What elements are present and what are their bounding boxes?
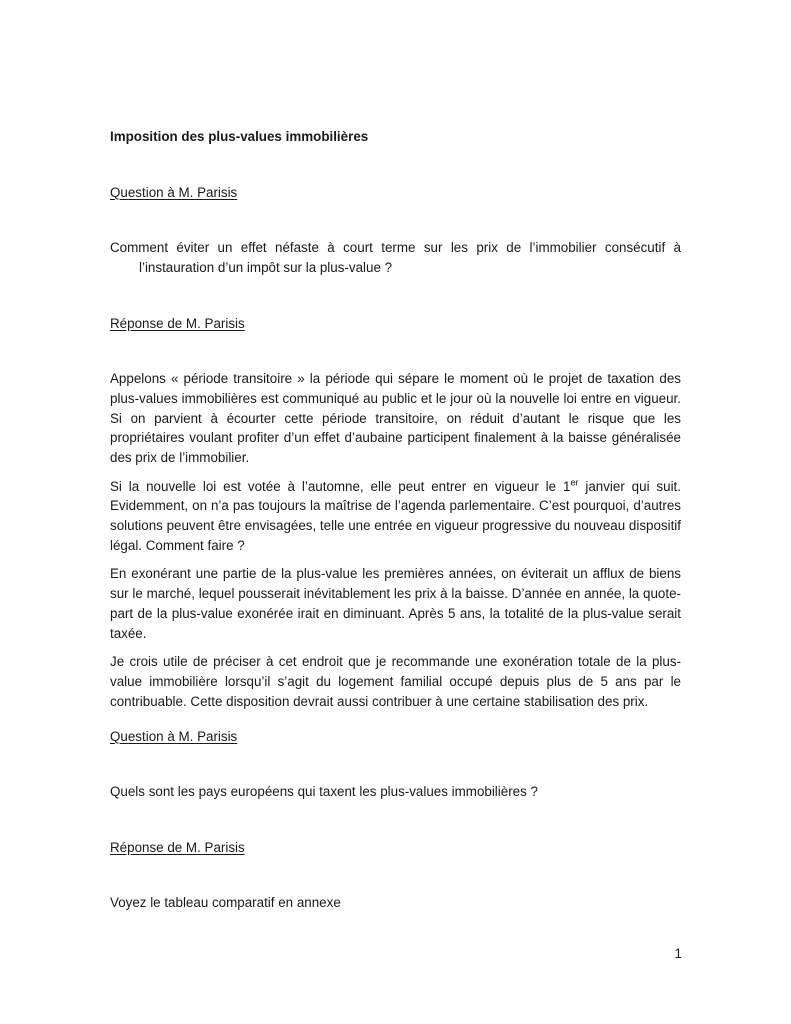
paragraph-2-text-start: Si la nouvelle loi est votée à l’automne, elle peut entrer en vigueur le 1 — [110, 478, 571, 494]
response-2-heading: Réponse de M. Parisis — [110, 840, 245, 855]
response-1-paragraph-2 — [110, 477, 681, 556]
response-2-text: Voyez le tableau comparatif en annexe — [110, 895, 341, 910]
ordinal-superscript: er — [570, 477, 579, 488]
response-1-body — [110, 369, 681, 720]
page-number: 1 — [674, 946, 682, 961]
response-1-heading: Réponse de M. Parisis — [110, 316, 245, 331]
response-1-paragraph-3: En exonérant une partie de la plus-value les premières années, on éviterait un afflux de biens sur le marché, lequel pousserait inévitablement les prix à la baisse. D’année en année, la quote-part de la plus-value exonérée irait en diminuant. Après 5 ans, la totalité de la plus-value serait taxée. — [110, 566, 681, 641]
question-1-text: Comment éviter un effet néfaste à court terme sur les prix de l’immobilier consécutif à l’instauration d’un impôt sur la plus-value ? — [110, 240, 681, 275]
response-1-paragraph-4: Je crois utile de préciser à cet endroit que je recommande une exonération totale de la plus-value immobilière lorsqu’il s’agit du logement familial occupé depuis plus de 5 ans par le contribuable. Cette disposition devrait aussi contribuer à une certaine stabilisation des prix. — [110, 654, 681, 709]
paragraph-2-text-end: janvier qui suit. Evidemment, on n’a pas toujours la maîtrise de l’agenda parlementaire. C’est pourquoi, d’autres solutions peuvent être envisagées, telle une entrée en vigueur progressive du nouveau dispositif légal. Comment faire ? — [110, 478, 681, 553]
response-1-paragraph-1: Appelons « période transitoire » la période qui sépare le moment où le projet de taxation des plus-values immobilières est communiqué au public et le jour où la nouvelle loi entre en vigueur. Si on parvient à écourter cette période transitoire, on réduit d’autant le risque que les propriétaires voulant profiter d’un effet d’aubaine participent finalement à la baisse généralisée des prix de l’immobilier. — [110, 371, 681, 466]
question-1-heading: Question à M. Parisis — [110, 185, 238, 200]
document-title: Imposition des plus-values immobilières — [110, 129, 369, 144]
question-2-heading: Question à M. Parisis — [110, 729, 238, 744]
question-2-text: Quels sont les pays européens qui taxent les plus-values immobilières ? — [110, 784, 538, 799]
